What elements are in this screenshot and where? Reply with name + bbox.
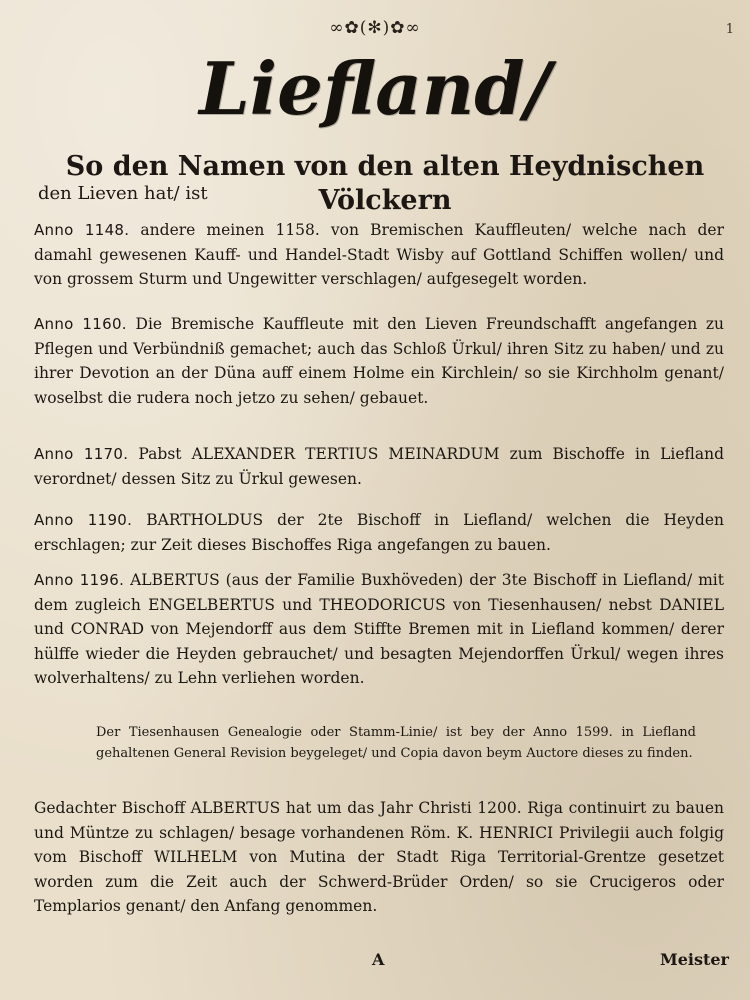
entry-1170 bbox=[34, 442, 724, 491]
entry-year: Anno 1170. bbox=[34, 445, 129, 463]
entry-year: Anno 1190. bbox=[34, 511, 133, 529]
entry-text: andere meinen 1158. von Bremischen Kauffleuten/ welche nach der damahl gewesenen Kauff- und Handel-Stadt Wisby auf Gottland Schiffen wollen/ und von grossem Sturm und Ungewitter verschlagen/ aufgesegelt worden. bbox=[34, 221, 724, 288]
entry-text: Pabst ALEXANDER TERTIUS MEINARDUM zum Bischoffe in Liefland verordnet/ dessen Sitz zu Ürkul gewesen. bbox=[34, 445, 724, 488]
genealogy-note: Der Tiesenhausen Genealogie oder Stamm-Linie/ ist bey der Anno 1599. in Liefland gehaltenen General Revision beygeleget/ und Copia davon beym Auctore dieses zu finden. bbox=[96, 725, 696, 761]
subtitle-continuation: den Lieven hat/ ist bbox=[38, 183, 208, 204]
entry-year: Anno 1160. bbox=[34, 315, 127, 333]
entry-1196 bbox=[34, 568, 724, 691]
signature-mark: A bbox=[372, 950, 385, 969]
entry-text: BARTHOLDUS der 2te Bischoff in Liefland/ welchen die Heyden erschlagen; zur Zeit dieses Bischoffes Riga angefangen zu bauen. bbox=[34, 511, 724, 554]
entry-1190 bbox=[34, 508, 724, 557]
entry-1148 bbox=[34, 218, 724, 292]
header-ornament: ∞✿(✻)✿∞ bbox=[329, 18, 421, 38]
entry-text: Die Bremische Kauffleute mit den Lieven Freundschafft angefangen zu Pflegen und Verbündniß gemachet; auch das Schloß Ürkul/ ihren Sitz zu haben/ und zu ihrer Devotion an der Düna auff einem Holme ein Kirchlein/ so sie Kirchholm genant/ woselbst die rudera noch jetzo zu sehen/ gebauet. bbox=[34, 315, 724, 407]
subtitle: So den Namen von den alten Heydnischen Völckern bbox=[65, 151, 705, 216]
entry-text: ALBERTUS (aus der Familie Buxhöveden) der 3te Bischoff in Liefland/ mit dem zugleich ENGELBERTUS und THEODORICUS von Tiesenhausen/ nebst DANIEL und CONRAD von Mejendorff aus dem Stiffte Bremen mit in Liefland kommen/ derer hülffe wieder die Heyden gebrauchet/ und besagten Mejendorffen Ürkul/ wegen ihres wolverhaltens/ zu Lehn verliehen worden. bbox=[34, 571, 724, 687]
page-number: 1 bbox=[725, 22, 734, 37]
final-paragraph: Gedachter Bischoff ALBERTUS hat um das Jahr Christi 1200. Riga continuirt zu bauen und Müntze zu schlagen/ besage vorhandenen Röm. K. HENRICI Privilegii auch folgig vom Bischoff WILHELM von Mutina der Stadt Riga Territorial-Grentze gesetzet worden zum die Zeit auch der Schwerd-Brüder Orden/ so sie Crucigeros oder Templarios genant/ den Anfang genommen. bbox=[34, 799, 724, 915]
entry-1160 bbox=[34, 312, 724, 410]
entry-year: Anno 1148. bbox=[34, 221, 130, 239]
page-title: Liefland/ bbox=[199, 46, 551, 131]
catchword: Meister bbox=[660, 950, 729, 969]
entry-year: Anno 1196. bbox=[34, 571, 125, 589]
